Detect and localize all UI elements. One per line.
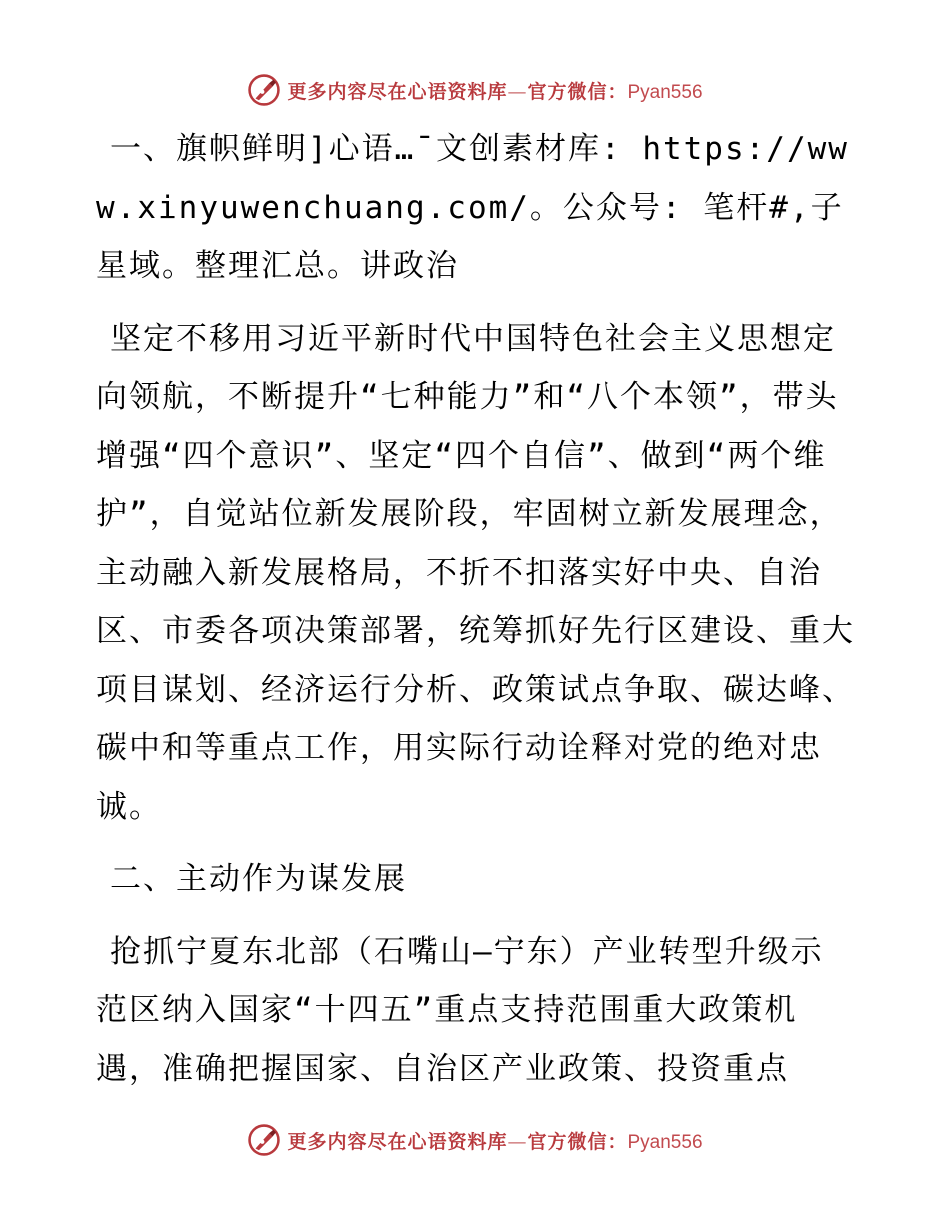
banner-wechat-account: Pyan556 <box>627 81 703 103</box>
banner-dash: — <box>507 1130 528 1153</box>
footer-banner <box>0 1120 950 1160</box>
banner-dash: — <box>507 80 528 103</box>
banner-text <box>287 1127 702 1154</box>
paragraph-heading-1: 一、旗帜鲜明]心语…¯文创素材库: https://www.xinyuwenchuang.com/。公众号: 笔杆#,子星域。整理汇总。讲政治 <box>96 131 849 284</box>
banner-site-text: 更多内容尽在心语资料库 <box>287 1130 508 1153</box>
paragraph-heading-2: 二、主动作为谋发展 <box>110 861 407 897</box>
pen-logo-icon <box>247 73 281 107</box>
banner-wechat-account: Pyan556 <box>627 1131 703 1153</box>
banner-wechat-label: 官方微信： <box>527 1130 628 1153</box>
banner-text <box>287 77 702 104</box>
paragraph-body-1: 坚定不移用习近平新时代中国特色社会主义思想定向领航，不断提升“七种能力”和“八个本领”，带头增强“四个意识”、坚定“四个自信”、做到“两个维护”，自觉站位新发展阶段，牢固树立新发展理念，主动融入新发展格局，不折不扣落实好中央、自治区、市委各项决策部署，统筹抓好先行区建设、重大项目谋划、经济运行分析、政策试点争取、碳达峰、碳中和等重点工作，用实际行动诠释对党的绝对忠诚。 <box>96 320 855 825</box>
banner-site-text: 更多内容尽在心语资料库 <box>287 80 508 103</box>
pen-logo-icon <box>247 1123 281 1157</box>
banner-wechat-label: 官方微信： <box>527 80 628 103</box>
header-banner <box>0 70 950 110</box>
paragraph-body-2: 抢抓宁夏东北部（石嘴山—宁东）产业转型升级示范区纳入国家“十四五”重点支持范围重大政策机遇，准确把握国家、自治区产业政策、投资重点 <box>96 933 824 1087</box>
document-body <box>96 120 856 1112</box>
